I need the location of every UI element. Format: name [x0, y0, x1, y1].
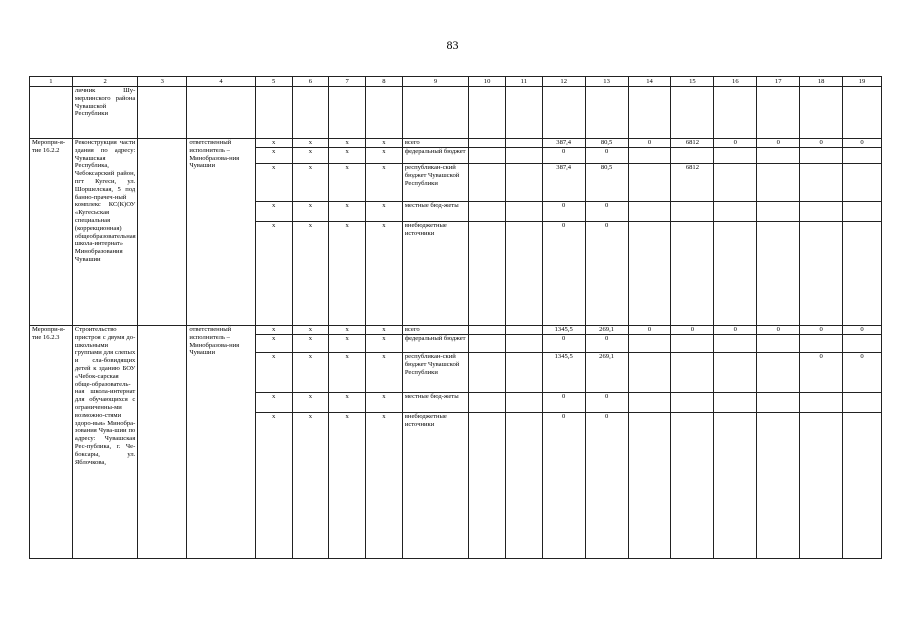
cell-c17	[757, 393, 800, 413]
cell-c19	[843, 393, 882, 413]
column-number: 5	[255, 77, 292, 87]
column-number: 6	[292, 77, 329, 87]
event-description: Строительство пристроя с двумя до-школьными группами для слепых и сла-бовидящих детей к зданию БОУ «Чебок-сарская обще-образователь-ная школа-интернат для обучающихся с ограниченны-ми возможно-стями здоро-вья» Минобра-зования Чува-шии по адресу: Чувашская Рес-публика, г. Че-боксары, ул. Яблочкова,	[72, 326, 137, 559]
cell-c15	[671, 393, 714, 413]
funding-source: всего	[402, 326, 468, 335]
cell-c16	[714, 393, 757, 413]
cell-c17: 0	[757, 326, 800, 335]
column-number: 1	[30, 77, 73, 87]
event-executor: ответственный исполнитель – Минобразова-ния Чувашии	[187, 326, 255, 559]
column-number: 14	[628, 77, 671, 87]
cell-c14	[628, 413, 671, 559]
cell-c19	[843, 164, 882, 202]
cell-c7: х	[329, 393, 366, 413]
column-number: 15	[671, 77, 714, 87]
cell-c18	[800, 413, 843, 559]
cell-c15	[671, 335, 714, 353]
cell-c8: х	[366, 222, 403, 326]
cell-c17	[757, 164, 800, 202]
cell-c17	[757, 222, 800, 326]
cell-c18	[800, 202, 843, 222]
funding-source: местные бюд-жеты	[402, 393, 468, 413]
event-code: Меропри-я-тие 16.2.3	[30, 326, 73, 559]
cell-c8: х	[366, 335, 403, 353]
column-number: 9	[402, 77, 468, 87]
cell-c12: 0	[542, 222, 585, 326]
cell-c18	[800, 335, 843, 353]
cell-c6: х	[292, 222, 329, 326]
cell-c8: х	[366, 393, 403, 413]
cell-c13: 0	[585, 335, 628, 353]
cell-c16	[714, 164, 757, 202]
cell-c17	[757, 413, 800, 559]
cell-c17	[757, 148, 800, 164]
cell-c8: х	[366, 164, 403, 202]
cell-c8: х	[366, 326, 403, 335]
cell-c8: х	[366, 353, 403, 393]
continuation-description: личник Шу-мерлинского района Чувашской Республики	[72, 87, 137, 139]
cell-c18	[800, 222, 843, 326]
column-number-row	[30, 77, 882, 87]
cell-c6: х	[292, 326, 329, 335]
cell-c19: 0	[843, 139, 882, 148]
cell-c16	[714, 148, 757, 164]
cell-c5: х	[255, 164, 292, 202]
cell-c7: х	[329, 164, 366, 202]
cell-c7: х	[329, 413, 366, 559]
cell-c13: 0	[585, 393, 628, 413]
cell-c12: 1345,5	[542, 326, 585, 335]
cell-c5: х	[255, 326, 292, 335]
cell-c15: 6812	[671, 164, 714, 202]
cell-c13: 269,1	[585, 326, 628, 335]
cell-c7: х	[329, 326, 366, 335]
column-number: 2	[72, 77, 137, 87]
cell-c17	[757, 353, 800, 393]
cell-c6: х	[292, 202, 329, 222]
funding-row	[30, 326, 882, 335]
column-number: 3	[138, 77, 187, 87]
cell-c5: х	[255, 139, 292, 148]
column-number: 12	[542, 77, 585, 87]
cell-c15	[671, 413, 714, 559]
cell-c7: х	[329, 148, 366, 164]
cell-c12: 0	[542, 393, 585, 413]
cell-c14	[628, 164, 671, 202]
cell-c12: 1345,5	[542, 353, 585, 393]
cell-c16	[714, 202, 757, 222]
cell-c13: 80,5	[585, 139, 628, 148]
cell-c12: 0	[542, 413, 585, 559]
cell-c14	[628, 353, 671, 393]
continuation-row	[30, 87, 882, 139]
cell-c17	[757, 202, 800, 222]
event-description: Реконструкция части здания по адресу: Чувашская Республика, Чебоксарский район, пгт Кугеси, ул. Шоршелская, 5 под банно-прачеч-ный комплекс КС(К)ОУ «Кугесьская специальная (коррекционная) общеобразовательная школа-интернат» Минобразования Чувашии	[72, 139, 137, 326]
cell-c12: 387,4	[542, 164, 585, 202]
cell-c6: х	[292, 139, 329, 148]
funding-source: республикан-ский бюджет Чувашской Республики	[402, 353, 468, 393]
program-table	[29, 76, 882, 559]
cell-c16: 0	[714, 326, 757, 335]
cell-c18	[800, 148, 843, 164]
funding-source: внебюджетные источники	[402, 413, 468, 559]
cell-c7: х	[329, 353, 366, 393]
cell-c19	[843, 335, 882, 353]
page-number: 83	[446, 38, 459, 52]
cell-c12: 0	[542, 202, 585, 222]
cell-c16	[714, 335, 757, 353]
cell-c14	[628, 148, 671, 164]
cell-c5: х	[255, 413, 292, 559]
cell-c15: 0	[671, 326, 714, 335]
cell-c5: х	[255, 222, 292, 326]
cell-c7: х	[329, 222, 366, 326]
column-number: 11	[505, 77, 542, 87]
cell-c5: х	[255, 335, 292, 353]
cell-c6: х	[292, 148, 329, 164]
funding-source: внебюджетные источники	[402, 222, 468, 326]
cell-c8: х	[366, 413, 403, 559]
cell-c15	[671, 202, 714, 222]
cell-c17	[757, 335, 800, 353]
cell-c15	[671, 222, 714, 326]
column-number: 19	[843, 77, 882, 87]
cell-c19	[843, 202, 882, 222]
cell-c14	[628, 393, 671, 413]
cell-c7: х	[329, 139, 366, 148]
cell-c16	[714, 413, 757, 559]
cell-c19: 0	[843, 353, 882, 393]
event-code: Меропри-я-тие 16.2.2	[30, 139, 73, 326]
funding-source: местные бюд-жеты	[402, 202, 468, 222]
cell-c18	[800, 393, 843, 413]
cell-c19	[843, 148, 882, 164]
cell-c13: 0	[585, 413, 628, 559]
cell-c19	[843, 413, 882, 559]
cell-c5: х	[255, 148, 292, 164]
cell-c7: х	[329, 335, 366, 353]
column-number: 7	[329, 77, 366, 87]
column-number: 18	[800, 77, 843, 87]
column-number: 10	[469, 77, 506, 87]
cell-c14: 0	[628, 139, 671, 148]
funding-source: федеральный бюджет	[402, 148, 468, 164]
cell-c8: х	[366, 148, 403, 164]
cell-c14: 0	[628, 326, 671, 335]
cell-c5: х	[255, 202, 292, 222]
cell-c6: х	[292, 353, 329, 393]
cell-c12: 0	[542, 335, 585, 353]
funding-source: всего	[402, 139, 468, 148]
cell-c14	[628, 202, 671, 222]
cell-c13: 0	[585, 202, 628, 222]
cell-c15	[671, 148, 714, 164]
cell-c14	[628, 335, 671, 353]
cell-c18: 0	[800, 353, 843, 393]
cell-c15	[671, 353, 714, 393]
cell-c13: 0	[585, 222, 628, 326]
cell-c16	[714, 353, 757, 393]
column-number: 13	[585, 77, 628, 87]
funding-row	[30, 139, 882, 148]
column-number: 16	[714, 77, 757, 87]
cell-c16	[714, 222, 757, 326]
column-number: 8	[366, 77, 403, 87]
cell-c7: х	[329, 202, 366, 222]
funding-source: республикан-ский бюджет Чувашской Республики	[402, 164, 468, 202]
cell-c13: 80,5	[585, 164, 628, 202]
cell-c18	[800, 164, 843, 202]
cell-c18: 0	[800, 139, 843, 148]
funding-source: федеральный бюджет	[402, 335, 468, 353]
cell-c13: 0	[585, 148, 628, 164]
cell-c16: 0	[714, 139, 757, 148]
column-number: 17	[757, 77, 800, 87]
cell-c19	[843, 222, 882, 326]
cell-c17: 0	[757, 139, 800, 148]
cell-c5: х	[255, 353, 292, 393]
cell-c6: х	[292, 413, 329, 559]
cell-c6: х	[292, 164, 329, 202]
cell-c8: х	[366, 202, 403, 222]
cell-c18: 0	[800, 326, 843, 335]
cell-c12: 0	[542, 148, 585, 164]
cell-c5: х	[255, 393, 292, 413]
column-number: 4	[187, 77, 255, 87]
event-executor: ответственный исполнитель – Минобразова-ния Чувашии	[187, 139, 255, 326]
cell-c8: х	[366, 139, 403, 148]
cell-c6: х	[292, 393, 329, 413]
cell-c19: 0	[843, 326, 882, 335]
cell-c12: 387,4	[542, 139, 585, 148]
cell-c14	[628, 222, 671, 326]
cell-c13: 269,1	[585, 353, 628, 393]
cell-c15: 6812	[671, 139, 714, 148]
cell-c6: х	[292, 335, 329, 353]
